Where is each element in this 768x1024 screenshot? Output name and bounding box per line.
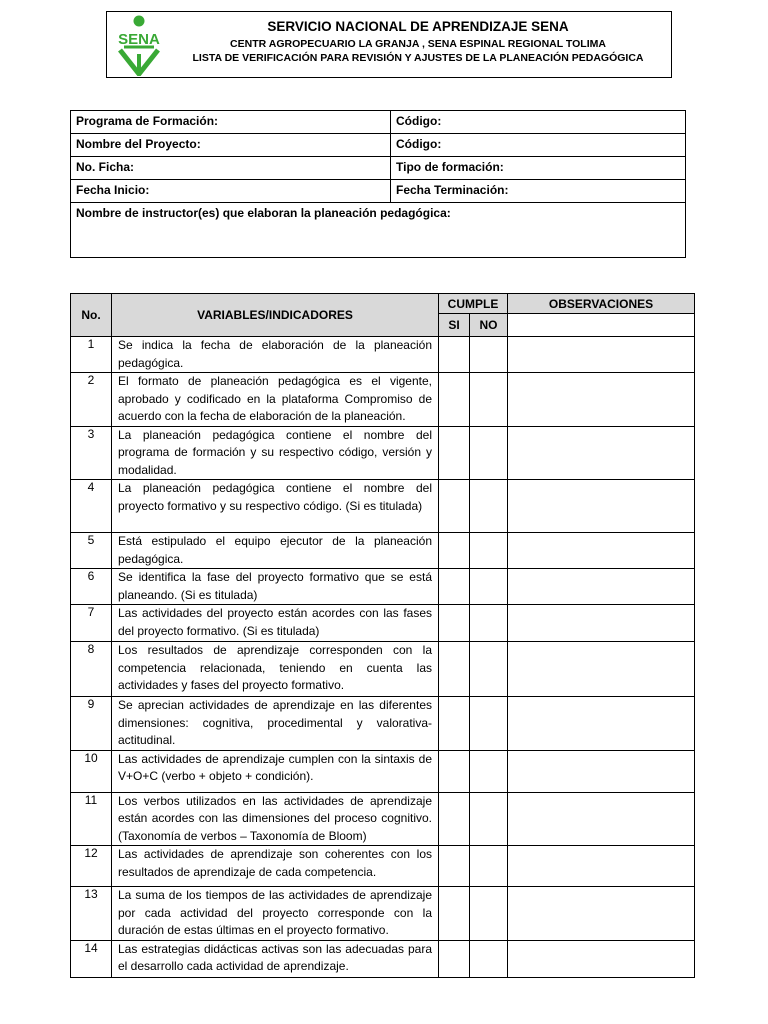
si-cell[interactable] [439,533,470,569]
tipo-formacion-field[interactable]: Tipo de formación: [391,157,686,180]
observaciones-cell[interactable] [508,697,695,751]
row-indicator: Las actividades de aprendizaje son coherentes con los resultados de aprendizaje de cada competencia. [112,846,439,887]
header-observaciones: OBSERVACIONES [508,294,695,314]
observaciones-cell[interactable] [508,642,695,697]
si-cell[interactable] [439,792,470,846]
header-no-col: NO [470,314,508,337]
no-cell[interactable] [470,697,508,751]
observaciones-cell[interactable] [508,533,695,569]
row-number: 11 [71,792,112,846]
no-cell[interactable] [470,533,508,569]
si-cell[interactable] [439,642,470,697]
table-row [71,569,695,605]
row-indicator: Las estrategias didácticas activas son las adecuadas para el desarrollo cada actividad de aprendizaje. [112,940,439,977]
observaciones-cell[interactable] [508,337,695,373]
si-cell[interactable] [439,846,470,887]
observaciones-cell[interactable] [508,373,695,427]
si-cell[interactable] [439,697,470,751]
no-cell[interactable] [470,480,508,533]
proyecto-field[interactable]: Nombre del Proyecto: [71,134,391,157]
document-title: SERVICIO NACIONAL DE APRENDIZAJE SENA [267,19,569,34]
observaciones-cell[interactable] [508,480,695,533]
row-number: 2 [71,373,112,427]
header-si: SI [439,314,470,337]
header-cumple: CUMPLE [439,294,508,314]
table-row [71,642,695,697]
row-number: 13 [71,887,112,941]
row-number: 7 [71,605,112,642]
si-cell[interactable] [439,887,470,941]
si-cell[interactable] [439,373,470,427]
instructores-field[interactable]: Nombre de instructor(es) que elaboran la planeación pedagógica: [71,203,686,258]
fecha-inicio-field[interactable]: Fecha Inicio: [71,180,391,203]
observaciones-cell[interactable] [508,605,695,642]
project-info-table [70,110,686,258]
row-indicator: Se aprecian actividades de aprendizaje en las diferentes dimensiones: cognitiva, procedimental y valorativa-actitudinal. [112,697,439,751]
row-number: 9 [71,697,112,751]
no-cell[interactable] [470,373,508,427]
si-cell[interactable] [439,750,470,792]
row-indicator: La planeación pedagógica contiene el nombre del proyecto formativo y su respectivo código. (Si es titulada) [112,480,439,533]
row-indicator: Los verbos utilizados en las actividades de aprendizaje están acordes con las dimensiones del proceso cognitivo. (Taxonomía de verbos – Taxonomía de Bloom) [112,792,439,846]
row-indicator: Se indica la fecha de elaboración de la planeación pedagógica. [112,337,439,373]
table-row [71,940,695,977]
row-number: 4 [71,480,112,533]
row-indicator: Las actividades de aprendizaje cumplen con la sintaxis de V+O+C (verbo + objeto + condición). [112,750,439,792]
si-cell[interactable] [439,940,470,977]
row-number: 10 [71,750,112,792]
no-cell[interactable] [470,887,508,941]
row-number: 1 [71,337,112,373]
fecha-terminacion-field[interactable]: Fecha Terminación: [391,180,686,203]
no-cell[interactable] [470,569,508,605]
no-cell[interactable] [470,846,508,887]
observaciones-cell[interactable] [508,846,695,887]
no-cell[interactable] [470,337,508,373]
document-header [106,11,672,78]
row-indicator: Las actividades del proyecto están acordes con las fases del proyecto formativo. (Si es titulada) [112,605,439,642]
observaciones-cell[interactable] [508,792,695,846]
table-row [71,887,695,941]
logo-text: SENA [118,31,160,48]
table-row [71,533,695,569]
observaciones-cell[interactable] [508,426,695,480]
ficha-field[interactable]: No. Ficha: [71,157,391,180]
table-row [71,846,695,887]
header-observaciones-blank [508,314,695,337]
si-cell[interactable] [439,426,470,480]
si-cell[interactable] [439,569,470,605]
row-indicator: Los resultados de aprendizaje corresponden con la competencia relacionada, teniendo en cuenta las actividades y fases del proyecto formativo. [112,642,439,697]
header-variables: VARIABLES/INDICADORES [112,294,439,337]
si-cell[interactable] [439,605,470,642]
codigo-proyecto-field[interactable]: Código: [391,134,686,157]
row-number: 6 [71,569,112,605]
row-number: 8 [71,642,112,697]
observaciones-cell[interactable] [508,940,695,977]
no-cell[interactable] [470,605,508,642]
row-indicator: La planeación pedagógica contiene el nombre del programa de formación y su respectivo código, versión y modalidad. [112,426,439,480]
observaciones-cell[interactable] [508,569,695,605]
table-row [71,337,695,373]
observaciones-cell[interactable] [508,887,695,941]
table-row [71,373,695,427]
observaciones-cell[interactable] [508,750,695,792]
row-number: 14 [71,940,112,977]
row-indicator: Está estipulado el equipo ejecutor de la planeación pedagógica. [112,533,439,569]
no-cell[interactable] [470,642,508,697]
table-row [71,605,695,642]
si-cell[interactable] [439,480,470,533]
row-indicator: El formato de planeación pedagógica es el vigente, aprobado y codificado en la plataforma Compromiso de acuerdo con la fecha de elaboración de la planeación. [112,373,439,427]
header-no: No. [71,294,112,337]
table-row [71,480,695,533]
row-number: 5 [71,533,112,569]
no-cell[interactable] [470,940,508,977]
table-row [71,426,695,480]
checklist-table [70,293,695,978]
sena-logo-icon [110,14,168,76]
no-cell[interactable] [470,426,508,480]
no-cell[interactable] [470,792,508,846]
codigo-programa-field[interactable]: Código: [391,111,686,134]
table-row [71,697,695,751]
row-number: 3 [71,426,112,480]
row-number: 12 [71,846,112,887]
no-cell[interactable] [470,750,508,792]
table-row [71,750,695,792]
center-name: CENTR AGROPECUARIO LA GRANJA , SENA ESPINAL REGIONAL TOLIMA [230,38,606,50]
table-row [71,792,695,846]
si-cell[interactable] [439,337,470,373]
programa-field[interactable]: Programa de Formación: [71,111,391,134]
row-indicator: La suma de los tiempos de las actividades de aprendizaje por cada actividad del proyecto corresponde con la duración de estas últimas en el proyecto formativo. [112,887,439,941]
checklist-title: LISTA DE VERIFICACIÓN PARA REVISIÓN Y AJUSTES DE LA PLANEACIÓN PEDAGÓGICA [192,52,644,64]
row-indicator: Se identifica la fase del proyecto formativo que se está planeando. (Si es titulada) [112,569,439,605]
